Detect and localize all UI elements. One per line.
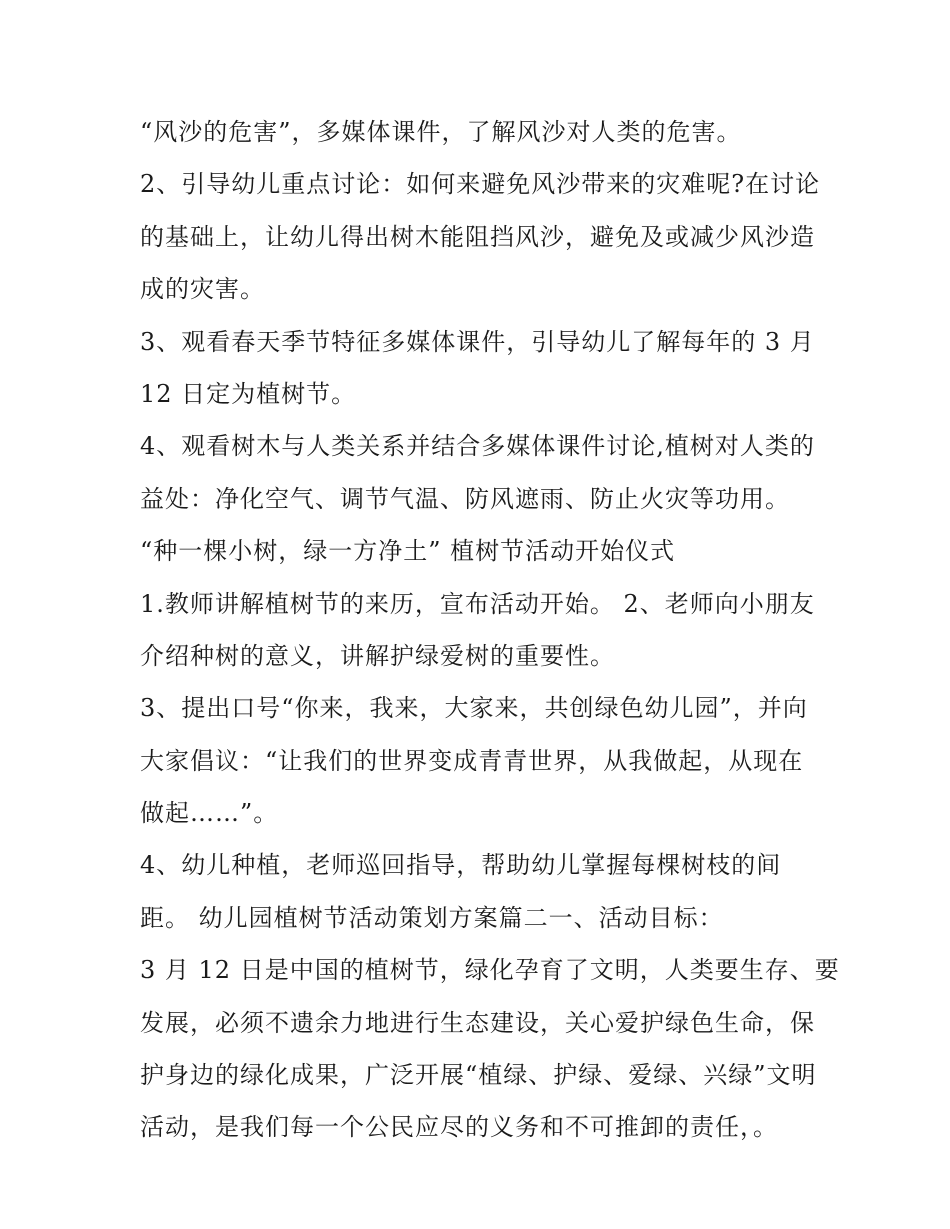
text-line: 介绍种树的意义，讲解护绿爱树的重要性。 [140,641,615,670]
text-line: 3、观看春天季节特征多媒体课件，引导幼儿了解每年的 3 月 [140,327,815,356]
text-line: “风沙的危害”，多媒体课件，了解风沙对人类的危害。 [140,118,742,146]
text-line: 发展，必须不遗余力地进行生态建设，关心爱护绿色生命，保 [140,1008,815,1037]
text-line: 3、提出口号“你来，我来，大家来，共创绿色幼儿园”，并向 [140,694,808,723]
text-line: 1.教师讲解植树节的来历，宣布活动开始。 2、老师向小朋友 [140,589,815,618]
text-line: 距。 幼儿园植树节活动策划方案篇二一、活动目标： [140,903,724,932]
text-line: 成的灾害。 [140,275,265,304]
text-line: 护身边的绿化成果，广泛开展“植绿、护绿、爱绿、兴绿”文明 [140,1061,817,1090]
text-line: 4、幼儿种植，老师巡回指导，帮助幼儿掌握每棵树枝的间 [140,851,782,880]
text-line: 4、观看树木与人类关系并结合多媒体课件讨论,植树对人类的 [140,432,815,461]
text-line: 2、引导幼儿重点讨论：如何来避免风沙带来的灾难呢?在讨论 [140,170,821,199]
text-line: 12 日定为植树节。 [140,379,357,408]
text-line: 活动，是我们每一个公民应尽的义务和不可推卸的责任，。 [140,1113,778,1142]
text-line: 3 月 12 日是中国的植树节，绿化孕育了文明，人类要生存、要 [140,956,840,985]
text-line: 做起……”。 [140,799,279,828]
text-line: 的基础上，让幼儿得出树木能阻挡风沙，避免及或减少风沙造 [140,222,815,251]
text-line: 大家倡议：“让我们的世界变成青青世界，从我做起，从现在 [140,746,804,775]
document-body [140,106,840,1154]
text-line: 益处：净化空气、调节气温、防风遮雨、防止火灾等功用。 [140,484,790,513]
text-line: “种一棵小树，绿一方净土” 植树节活动开始仪式 [140,537,676,566]
